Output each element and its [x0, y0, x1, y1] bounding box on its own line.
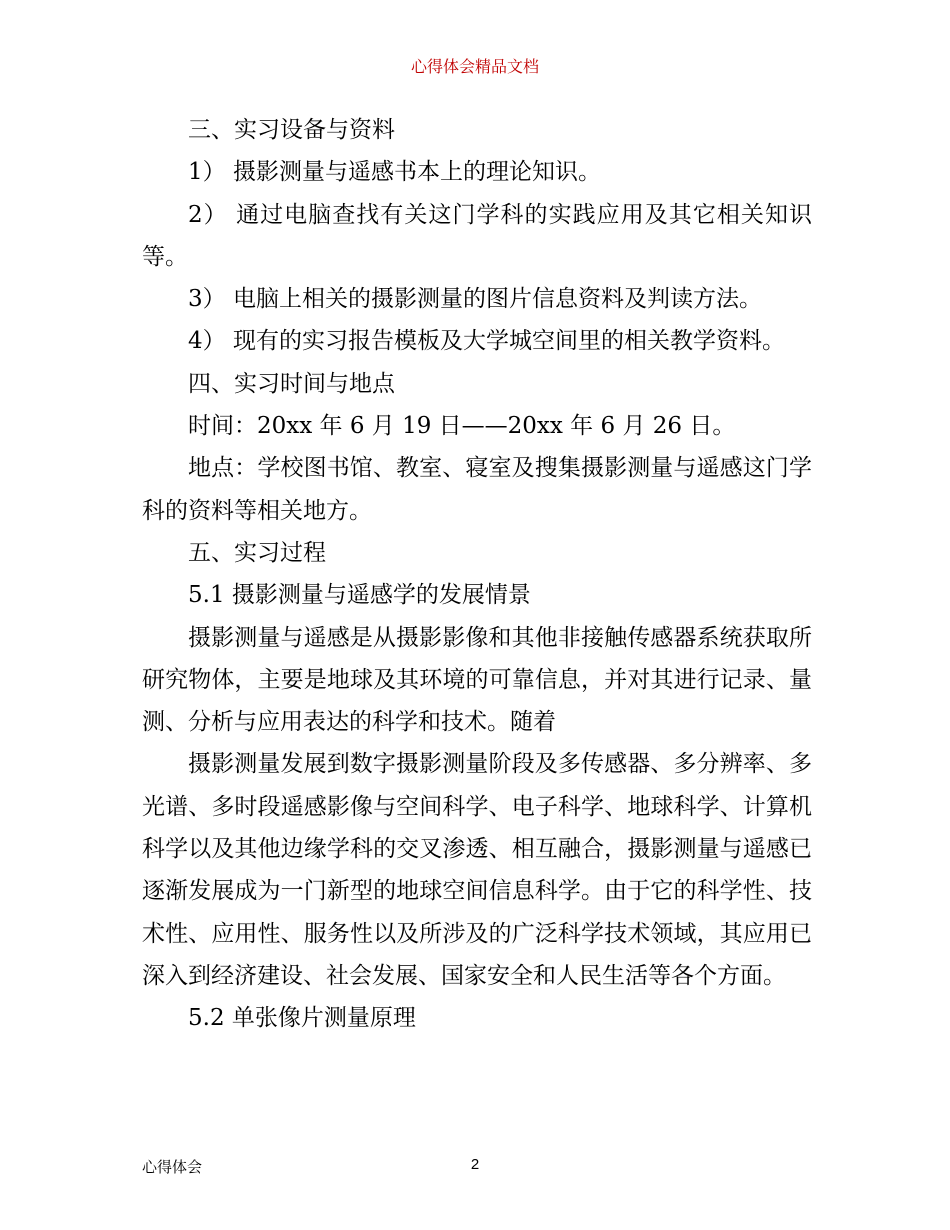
list-item: 1） 摄影测量与遥感书本上的理论知识。 — [188, 159, 601, 186]
footer-label: 心得体会 — [142, 1158, 203, 1176]
list-item: 4） 现有的实习报告模板及大学城空间里的相关教学资料。 — [188, 328, 785, 355]
section-heading: 四、实习时间与地点 — [188, 370, 395, 397]
section-heading: 三、实习设备与资料 — [188, 117, 395, 143]
section-heading: 五、实习过程 — [188, 539, 326, 566]
page-number: 2 — [470, 1156, 480, 1173]
subsection-heading: 5.1 摄影测量与遥感学的发展情景 — [188, 582, 531, 609]
paragraph: 摄影测量发展到数字摄影测量阶段及多传感器、多分辨率、多光谱、多时段遥感影像与空间科学、电子科学、地球科学、计算机科学以及其他边缘学科的交叉渗透、相互融合，摄影测量与遥感已逐渐发展成为一门新型的地球空间信息科学。由于它的科学性、技术性、应用性、服务性以及所涉及的广泛科学技术领域，其应用已深入到经济建设、社会发展、国家安全和人民生活等各个方面。 — [142, 751, 812, 989]
subsection-heading: 5.2 单张像片测量原理 — [188, 1005, 416, 1032]
paragraph: 摄影测量与遥感是从摄影影像和其他非接触传感器系统获取所研究物体，主要是地球及其环境的可靠信息，并对其进行记录、量测、分析与应用表达的科学和技术。随着 — [142, 624, 812, 736]
paragraph: 时间：20xx 年 6 月 19 日——20xx 年 6 月 26 日。 — [188, 413, 736, 440]
paragraph: 地点：学校图书馆、教室、寝室及搜集摄影测量与遥感这门学科的资料等相关地方。 — [142, 455, 812, 524]
list-item: 3） 电脑上相关的摄影测量的图片信息资料及判读方法。 — [188, 286, 762, 313]
list-item: 2） 通过电脑查找有关这门学科的实践应用及其它相关知识等。 — [142, 201, 812, 270]
document-body — [142, 109, 812, 1040]
header-title: 心得体会精品文档 — [410, 57, 539, 76]
